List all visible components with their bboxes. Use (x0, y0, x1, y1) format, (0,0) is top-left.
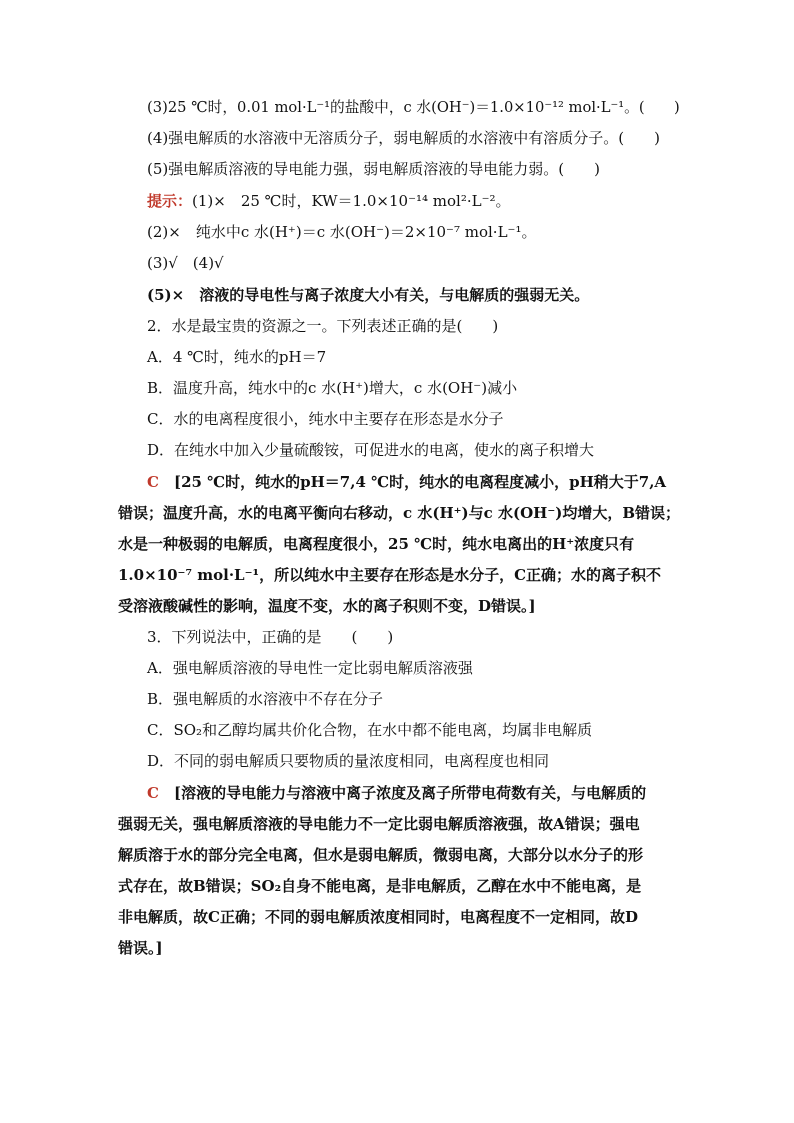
answer-3-line-3: 解质溶于水的部分完全电离，但水是弱电解质，微弱电离，大部分以水分子的形 (118, 846, 644, 864)
answer-2-line-3: 水是一种极弱的电解质，电离程度很小，25 ℃时，纯水电离出的H⁺浓度只有 (118, 535, 635, 553)
hint-line-3: (3)√ (4)√ (147, 254, 224, 272)
question-3-option-c: C．SO₂和乙醇均属共价化合物，在水中都不能电离，均属非电解质 (147, 721, 593, 739)
hint-line-1: 提示：(1)× 25 ℃时，KW＝1.0×10⁻¹⁴ mol²·L⁻²。 (147, 192, 511, 210)
answer-3-line-2: 强弱无关，强电解质溶液的导电能力不一定比弱电解质溶液强，故A错误；强电 (118, 815, 640, 833)
answer-3-line-1: C [溶液的导电能力与溶液中离子浓度及离子所带电荷数有关，与电解质的 (147, 784, 647, 802)
answer-2-line-4: 1.0×10⁻⁷ mol·L⁻¹，所以纯水中主要存在形态是水分子，C正确；水的离子积不 (118, 566, 662, 584)
question-2-option-a: A．4 ℃时，纯水的pH＝7 (147, 348, 327, 366)
question-2-option-d: D．在纯水中加入少量硫酸铵，可促进水的电离，使水的离子积增大 (147, 441, 595, 459)
question-3-option-d: D．不同的弱电解质只要物质的量浓度相同，电离程度也相同 (147, 752, 550, 770)
statement-3: (3)25 ℃时，0.01 mol·L⁻¹的盐酸中，c 水(OH⁻)＝1.0×10⁻¹² mol·L⁻¹。( ) (147, 98, 680, 116)
answer-2-line-5: 受溶液酸碱性的影响，温度不变，水的离子积则不变，D错误。] (118, 597, 536, 615)
hint-line-4: (5)× 溶液的导电性与离子浓度大小有关，与电解质的强弱无关。 (147, 286, 590, 304)
question-2-option-b: B．温度升高，纯水中的c 水(H⁺)增大，c 水(OH⁻)减小 (147, 379, 518, 397)
question-3-stem: 3．下列说法中，正确的是 ( ) (147, 628, 394, 646)
answer-3-line-5: 非电解质，故C正确；不同的弱电解质浓度相同时，电离程度不一定相同，故D (118, 908, 638, 926)
hint-line-2: (2)× 纯水中c 水(H⁺)＝c 水(OH⁻)＝2×10⁻⁷ mol·L⁻¹。 (147, 223, 537, 241)
question-2-stem: 2．水是最宝贵的资源之一。下列表述正确的是( ) (147, 317, 499, 335)
statement-4: (4)强电解质的水溶液中无溶质分子，弱电解质的水溶液中有溶质分子。( ) (147, 129, 660, 147)
hint-label: 提示： (147, 192, 193, 210)
answer-3-line-6: 错误。] (118, 939, 163, 957)
question-3-option-a: A．强电解质溶液的导电性一定比弱电解质溶液强 (147, 659, 473, 677)
question-3-option-b: B．强电解质的水溶液中不存在分子 (147, 690, 384, 708)
answer-2-letter: C (147, 473, 159, 491)
answer-3-line-4: 式存在，故B错误；SO₂自身不能电离，是非电解质，乙醇在水中不能电离，是 (118, 877, 642, 895)
answer-3-letter: C (147, 784, 159, 802)
question-2-option-c: C．水的电离程度很小，纯水中主要存在形态是水分子 (147, 410, 504, 428)
answer-2-line-2: 错误；温度升高，水的电离平衡向右移动，c 水(H⁺)与c 水(OH⁻)均增大，B错误； (118, 504, 681, 522)
statement-5: (5)强电解质溶液的导电能力强，弱电解质溶液的导电能力弱。( ) (147, 160, 600, 178)
answer-2-line-1: C [25 ℃时，纯水的pH＝7,4 ℃时，纯水的电离程度减小，pH稍大于7,A (147, 473, 667, 491)
